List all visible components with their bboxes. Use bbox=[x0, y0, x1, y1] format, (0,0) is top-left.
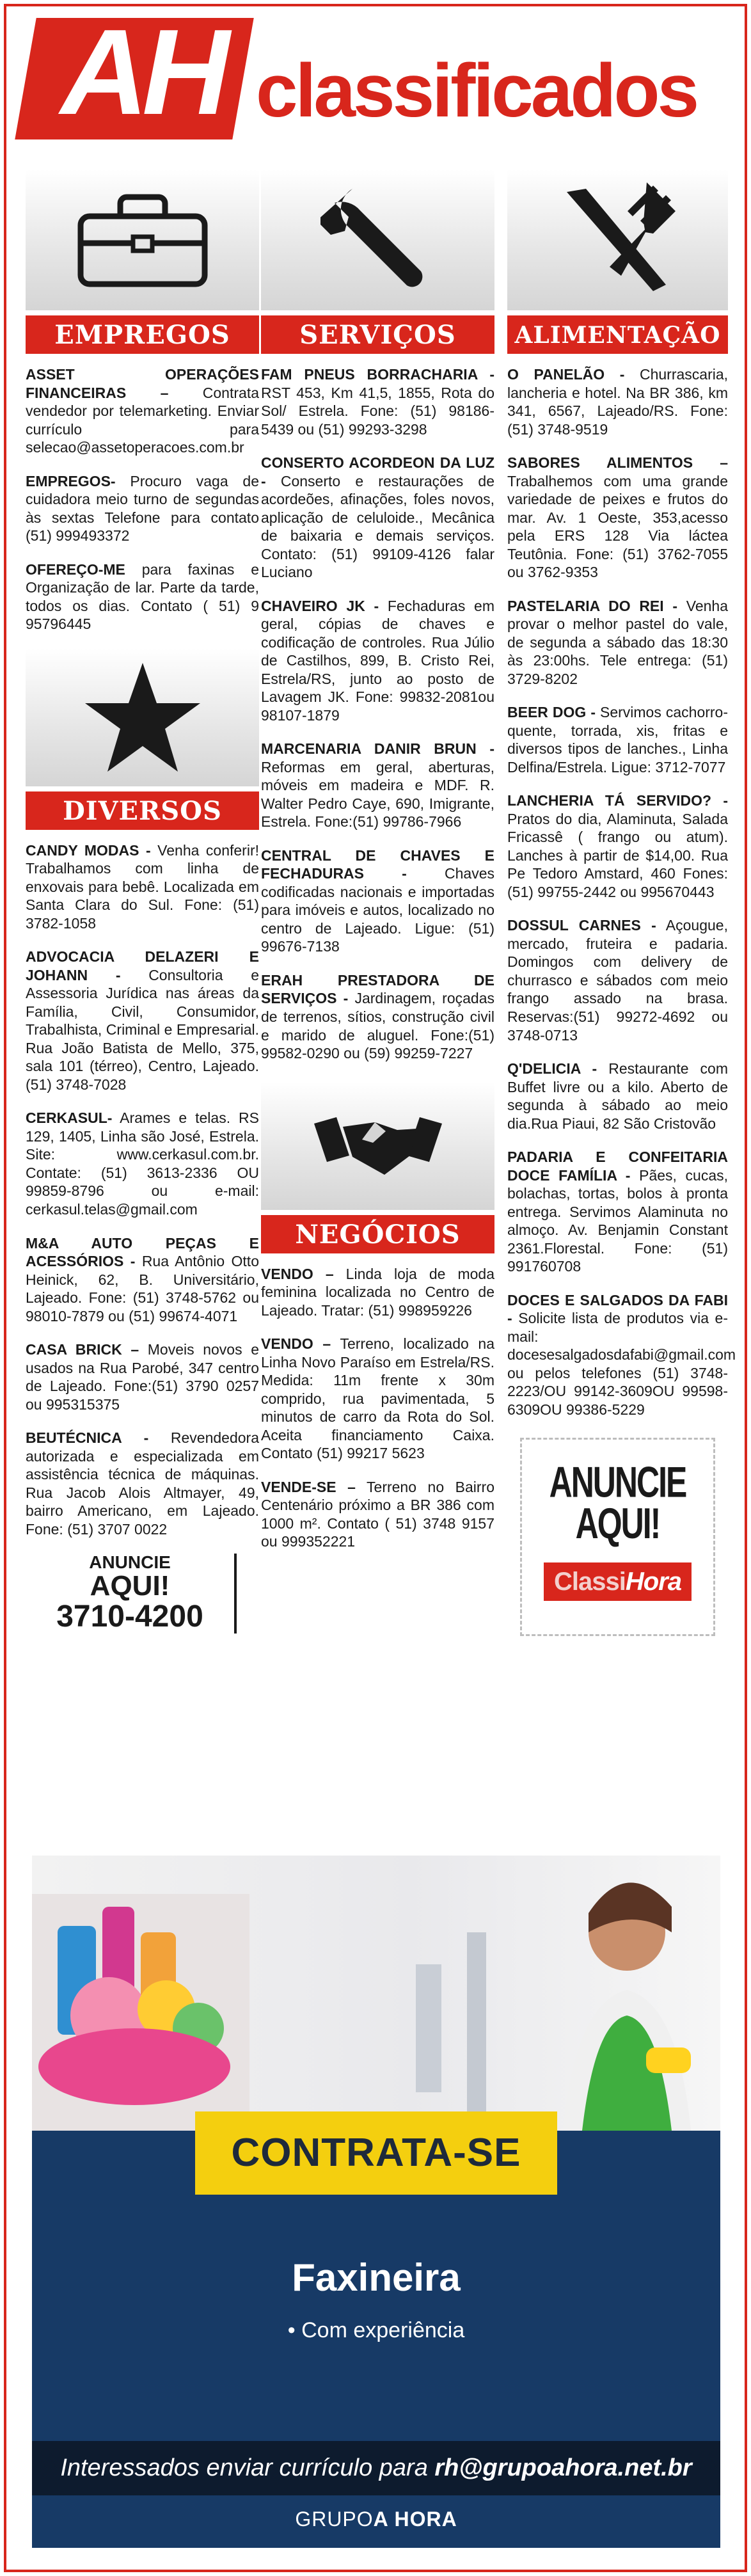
category-servicos: SERVIÇOS bbox=[261, 315, 494, 354]
star-icon bbox=[82, 660, 203, 775]
list-item: CASA BRICK – Moveis novos e usados na Rua Parobé, 347 centro de Lajeado. Fone:(51) 3790 0257 ou 995315375 bbox=[26, 1341, 259, 1413]
list-item: CONSERTO ACORDEON DA LUZ - Conserto e restaurações de acordeões, afinações, foles novos, aplicação de celuloide., Mecânica de baixaria e demais serviços. Contato: (51) 99109-4126 falar Luciano bbox=[261, 454, 495, 581]
negocios-icon-box bbox=[261, 1082, 494, 1210]
anuncie-aqui-text: ANUNCIE AQUI! bbox=[549, 1458, 686, 1548]
list-item: MARCENARIA DANIR BRUN - Reformas em geral, aberturas, móveis em madeira e MDF. R. Walter Pedro Caye, 690, Imigrante, Estrela. Fone:(51) 99786-7966 bbox=[261, 740, 494, 831]
list-item: SABORES ALIMENTOS – Trabalhemos com uma grande variedade de peixes e frutos do mar. Av. 1 Oeste, 353,acesso pela ERS 128 Via láctea Teutônia. Fone: (51) 3762-7055 ou 3762-9353 bbox=[507, 454, 728, 581]
anuncie-aqui-ad bbox=[520, 1438, 715, 1636]
negocios-ads bbox=[261, 1265, 494, 1551]
list-item: CANDY MODAS - Venha conferir! Trabalhamos com linha de enxovais para bebê. Localizada em Santa Clara do Sul. Fone: (51) 3782-1058 bbox=[26, 841, 259, 932]
servicos-icon-box bbox=[261, 170, 494, 310]
list-item: LANCHERIA TÁ SERVIDO? - Pratos do dia, Alaminuta, Salada Fricassê ( frango ou atum). Lanches à partir de $14,00. Rua Pe Tedoro Amstard, 460 Fones: (51) 99755-2442 ou 995670443 bbox=[507, 792, 728, 900]
cleaning-photo bbox=[32, 1856, 720, 2131]
list-item: ERAH PRESTADORA DE SERVIÇOS - Jardinagem, roçadas de terrenos, sítios, construção civil e marido de aluguel. Fone:(51) 99582-0290 ou (59) 99259-7227 bbox=[261, 971, 495, 1062]
job-role: Faxineira bbox=[292, 2256, 461, 2299]
list-item: Q'DELICIA - Restaurante com Buffet livre ou a kilo. Aberto de segunda à sábado ao meio dia.Rua Piaui, 82 São Cristovão bbox=[507, 1060, 729, 1132]
alimentacao-icon-box bbox=[507, 170, 728, 310]
list-item: DOSSUL CARNES - Açougue, mercado, fruteira e padaria. Domingos com delivery de churrasco e sábados com meio frango assado na brasa. Reservas:(51) 99272-4692 ou 3748-0713 bbox=[507, 917, 728, 1044]
list-item: ASSET OPERAÇÕES FINANCEIRAS – Contrata vendedor por telemarketing. Enviar currículo para selecao@assetoperacoes.com.br bbox=[26, 366, 259, 456]
list-item: DOCES E SALGADOS DA FABI - Solicite lista de produtos via e-mail: docesesalgadosdafabi@gmail.com ou pelos telefones (51) 3748-2223/OU 99142-3609OU 99598-6309OU 99386-5229 bbox=[507, 1291, 736, 1418]
alimentacao-ads bbox=[507, 365, 736, 1419]
contact-bar: Interessados enviar currículo para rh@grupoahora.net.br bbox=[32, 2441, 720, 2495]
list-item: OFEREÇO-ME para faxinas e Organização de lar. Parte da tarde, todos os dias. Contato ( 51) 9 95796445 bbox=[26, 561, 260, 633]
list-item: CHAVEIRO JK - Fechaduras em geral, cópias de chaves e codificação de controles. Rua Júlio de Castilhos, 899, B. Cristo Rei, Estrela/RS, junto ao posto de Lavagem JK. Fone: 99832-2081ou 98107-1879 bbox=[261, 597, 494, 724]
anuncie-mini-ad: ANUNCIE AQUI! 3710-4200 bbox=[26, 1554, 237, 1634]
job-advertisement bbox=[32, 1856, 720, 2548]
column-left bbox=[26, 170, 259, 1634]
list-item: ADVOCACIA DELAZERI E JOHANN - Consultoria e Assessoria Jurídica nas áreas da Família, Civil, Consumidor, Trabalhista, Criminal e Empresarial. Rua João Batista de Mello, 375, sala 101 (térreo), Centro, Lajeado. (51) 3748-7028 bbox=[26, 948, 260, 1093]
list-item: VENDO – Linda loja de moda feminina localizada no Centro de Lajeado. Tratar: (51) 998959226 bbox=[261, 1265, 494, 1319]
masthead-logo bbox=[26, 4, 729, 140]
empregos-ads bbox=[26, 365, 259, 633]
logo-ah: AH bbox=[60, 4, 224, 140]
list-item: CERKASUL- Arames e telas. RS 129, 1405, Linha são José, Estrela. Site: www.cerkasul.com.br. Contate: (51) 3613-2336 OU 99859-8796 ou e-mail: cerkasul.telas@gmail.com bbox=[26, 1109, 259, 1218]
category-diversos: DIVERSOS bbox=[26, 791, 259, 830]
column-center bbox=[261, 170, 494, 1566]
handshake-icon bbox=[314, 1111, 442, 1181]
logo-classificados: classificados bbox=[256, 49, 697, 133]
list-item: PASTELARIA DO REI - Venha provar o melhor pastel do vale, de segunda a sábado das 18:30 às 23:00hs. Tele entrega: (51) 3729-8202 bbox=[507, 597, 729, 687]
list-item: M&A AUTO PEÇAS E ACESSÓRIOS - Rua Antônio Otto Heinick, 62, B. Universitário, Lajeado. Fone: (51) 3748-5762 ou 98010-7879 ou (51) 99674-4071 bbox=[26, 1234, 259, 1324]
contrata-se-banner: CONTRATA-SE bbox=[195, 2111, 557, 2195]
category-alimentacao: ALIMENTAÇÃO bbox=[507, 315, 728, 354]
list-item: BEUTÉCNICA - Revendedora autorizada e especializada em assistência técnica de máquinas. Rua Jacob Alois Altmayer, 49, bairro Americano, em Lajeado. Fone: (51) 3707 0022 bbox=[26, 1429, 259, 1538]
diversos-icon-box bbox=[26, 649, 259, 786]
list-item: BEER DOG - Servimos cachorro-quente, torrada, xis, fritas e diversos tipos de lanches., Linha Delfina/Estrela. Ligue: 3712-7077 bbox=[507, 704, 729, 775]
category-negocios: NEGÓCIOS bbox=[261, 1215, 494, 1253]
job-requirement: • Com experiência bbox=[287, 2318, 465, 2342]
list-item: O PANELÃO - Churrascaria, lancheria e hotel. Na BR 386, km 341, 6567, Lajeado/RS. Fone: (51) 3748-9519 bbox=[507, 366, 729, 438]
classihora-logo: ClassiHora bbox=[544, 1562, 692, 1601]
list-item: EMPREGOS- Procuro vaga de cuidadora meio turno de segundas às sextas Telefone para contato (51) 999493372 bbox=[26, 472, 259, 545]
servicos-ads bbox=[261, 365, 494, 1063]
fork-knife-icon bbox=[557, 179, 679, 301]
briefcase-icon bbox=[75, 192, 210, 288]
column-right bbox=[507, 170, 736, 1636]
list-item: CENTRAL DE CHAVES E FECHADURAS - Chaves codificadas nacionais e importadas para imóveis e autos, localizado no centro de Lajeado. Ligue: (51) 99676-7138 bbox=[261, 847, 494, 955]
list-item: VENDE-SE – Terreno no Bairro Centenário próximo a BR 386 com 1000 m². Contato ( 51) 3748 9157 ou 999352221 bbox=[261, 1478, 495, 1550]
category-empregos: EMPREGOS bbox=[26, 315, 259, 354]
list-item: FAM PNEUS BORRACHARIA - RST 453, Km 41,5, 1855, Rota do Sol/ Estrela. Fone: (51) 98186-5439 ou (51) 99293-3298 bbox=[261, 366, 494, 438]
grupo-a-hora-logo: GRUPOA HORA bbox=[295, 2508, 457, 2531]
contact-email: rh@grupoahora.net.br bbox=[434, 2454, 692, 2481]
diversos-ads bbox=[26, 841, 259, 1539]
wrench-icon bbox=[320, 182, 436, 298]
cleaning-illustration bbox=[32, 1856, 720, 2131]
list-item: PADARIA E CONFEITARIA DOCE FAMÍLIA - Pães, cucas, bolachas, tortas, bolos à pronta entrega. Servimos Alaminuta no almoço. Av. Benjamin Constant 2361.Florestal. Fone: (51) 991760708 bbox=[507, 1149, 729, 1275]
empregos-icon-box bbox=[26, 170, 259, 310]
list-item: VENDO – Terreno, localizado na Linha Novo Paraíso em Estrela/RS. Medida: 11m frente x 30m comprido, rua pavimentada, 5 minutos de carro da Rota do Sol. Aceita financiamento Caixa. Contato (51) 99217 5623 bbox=[261, 1335, 494, 1462]
